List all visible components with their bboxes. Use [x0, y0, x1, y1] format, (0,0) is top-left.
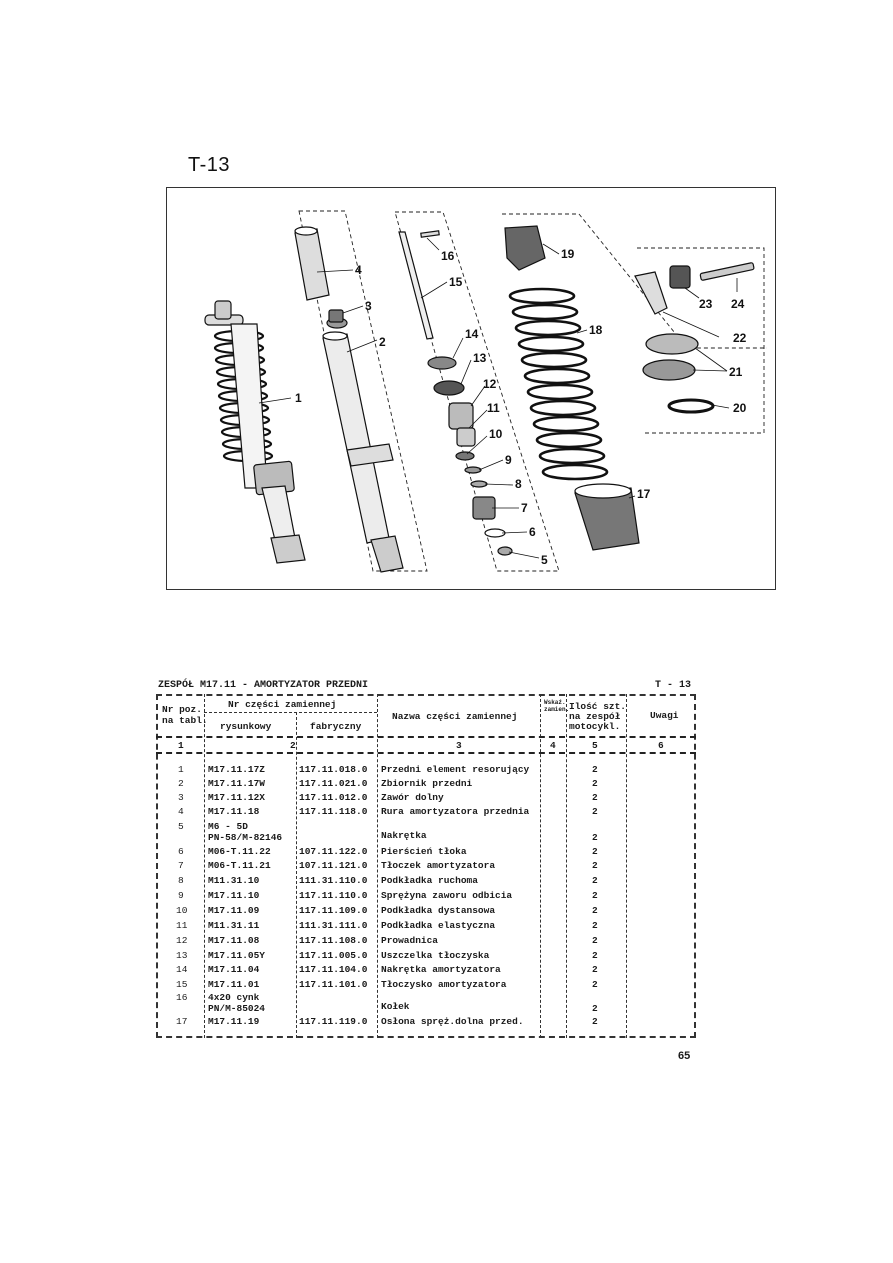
- row-ilosc: 2: [592, 964, 598, 975]
- col-number: 2: [290, 740, 296, 751]
- row-poz: 16: [176, 992, 188, 1003]
- col-number: 5: [592, 740, 598, 751]
- row-rys: M17.11.19: [208, 1016, 260, 1027]
- callout-18: 18: [589, 323, 603, 337]
- col-line: [377, 694, 378, 1038]
- row-nazwa: Prowadnica: [381, 935, 439, 946]
- row-ilosc: 2: [592, 935, 598, 946]
- callout-1: 1: [295, 391, 302, 405]
- col-line: [626, 694, 627, 1038]
- row-rys: M6 - 5D PN-58/M-82146: [208, 821, 283, 843]
- row-fab: 117.11.021.0: [299, 778, 368, 789]
- row-poz: 11: [176, 920, 188, 931]
- row-poz: 1: [178, 764, 184, 775]
- reservoir-tube: [323, 332, 403, 572]
- col-number: 1: [178, 740, 184, 751]
- callout-23: 23: [699, 297, 713, 311]
- callout-13: 13: [473, 351, 487, 365]
- row-nazwa: Podkładka ruchoma: [381, 875, 478, 886]
- callout-5: 5: [541, 553, 548, 567]
- header-nr-czesci: Nr części zamiennej: [228, 699, 337, 710]
- row-poz: 12: [176, 935, 188, 946]
- table-code: T - 13: [655, 680, 692, 691]
- row-ilosc: 2: [592, 890, 598, 901]
- callout-2: 2: [379, 335, 386, 349]
- header-nazwa: Nazwa części zamiennej: [392, 711, 518, 722]
- header-nr-poz: Nr poz. na tabl.: [162, 704, 208, 726]
- row-ilosc: 2: [592, 979, 598, 990]
- callout-12: 12: [483, 377, 497, 391]
- lower-shroud: [575, 484, 639, 550]
- main-spring: [510, 289, 607, 479]
- row-nazwa: Przedni element resorujący: [381, 764, 530, 775]
- table-title: ZESPÓŁ M17.11 - AMORTYZATOR PRZEDNI: [158, 680, 369, 691]
- callout-10: 10: [489, 427, 503, 441]
- row-fab: 117.11.012.0: [299, 792, 368, 803]
- row-ilosc: 2: [592, 806, 598, 817]
- row-poz: 7: [178, 860, 184, 871]
- row-line: [204, 712, 377, 713]
- row-ilosc: 2: [592, 846, 598, 857]
- row-nazwa: Zawór dolny: [381, 792, 444, 803]
- row-nazwa: Pierścień tłoka: [381, 846, 467, 857]
- row-ilosc: 2: [592, 920, 598, 931]
- row-fab: 117.11.109.0: [299, 905, 368, 916]
- row-line: [156, 752, 696, 754]
- header-ilosc: Ilość szt. na zespół motocykl.: [569, 701, 627, 732]
- row-fab: 117.11.018.0: [299, 764, 368, 775]
- row-fab: 111.31.111.0: [299, 920, 368, 931]
- piston-rod-parts: [399, 231, 439, 339]
- col-line: [204, 694, 205, 1038]
- col-number: 3: [456, 740, 462, 751]
- col-line: [540, 694, 541, 1038]
- row-rys: M11.31.11: [208, 920, 260, 931]
- row-line: [156, 736, 696, 738]
- row-nazwa: Nakrętka amortyzatora: [381, 964, 501, 975]
- row-poz: 4: [178, 806, 184, 817]
- plate-label: T-13: [188, 154, 231, 176]
- row-nazwa: Uszczelka tłoczyska: [381, 950, 490, 961]
- row-rys: M17.11.10: [208, 890, 260, 901]
- row-rys: M17.11.09: [208, 905, 260, 916]
- callout-14: 14: [465, 327, 479, 341]
- row-poz: 3: [178, 792, 184, 803]
- row-nazwa: Kołek: [381, 1001, 410, 1012]
- row-rys: M11.31.10: [208, 875, 260, 886]
- upper-sleeve: [295, 227, 329, 300]
- header-rysunkowy: rysunkowy: [220, 721, 272, 732]
- row-poz: 9: [178, 890, 184, 901]
- header-wskaznik: Wskaź. zamien.: [544, 699, 570, 713]
- row-ilosc: 2: [592, 1003, 598, 1014]
- callout-21: 21: [729, 365, 743, 379]
- row-rys: M06-T.11.22: [208, 846, 271, 857]
- callout-8: 8: [515, 477, 522, 491]
- callout-16: 16: [441, 249, 455, 263]
- row-poz: 14: [176, 964, 188, 975]
- row-poz: 15: [176, 979, 188, 990]
- row-ilosc: 2: [592, 905, 598, 916]
- row-nazwa: Rura amortyzatora przednia: [381, 806, 530, 817]
- row-poz: 6: [178, 846, 184, 857]
- callout-4: 4: [355, 263, 362, 277]
- row-fab: 117.11.005.0: [299, 950, 368, 961]
- parts-table: [156, 694, 696, 1038]
- row-rys: M17.11.01: [208, 979, 260, 990]
- row-fab: 117.11.104.0: [299, 964, 368, 975]
- row-fab: 117.11.118.0: [299, 806, 368, 817]
- row-poz: 5: [178, 821, 184, 832]
- row-poz: 2: [178, 778, 184, 789]
- callout-9: 9: [505, 453, 512, 467]
- row-nazwa: Podkładka elastyczna: [381, 920, 496, 931]
- row-rys: M17.11.08: [208, 935, 260, 946]
- row-rys: M17.11.04: [208, 964, 260, 975]
- row-nazwa: Sprężyna zaworu odbicia: [381, 890, 513, 901]
- row-nazwa: Podkładka dystansowa: [381, 905, 496, 916]
- header-uwagi: Uwagi: [650, 710, 679, 721]
- callout-22: 22: [733, 331, 747, 345]
- row-fab: 107.11.122.0: [299, 846, 368, 857]
- row-poz: 10: [176, 905, 188, 916]
- callout-7: 7: [521, 501, 528, 515]
- row-ilosc: 2: [592, 792, 598, 803]
- row-nazwa: Tłoczek amortyzatora: [381, 860, 496, 871]
- col-line: [296, 712, 297, 1038]
- col-number: 4: [550, 740, 556, 751]
- row-ilosc: 2: [592, 860, 598, 871]
- callout-15: 15: [449, 275, 463, 289]
- row-ilosc: 2: [592, 764, 598, 775]
- exploded-view-figure: [166, 187, 776, 590]
- row-rys: M17.11.17W: [208, 778, 266, 789]
- callout-6: 6: [529, 525, 536, 539]
- top-cap: [505, 226, 545, 270]
- row-fab: 117.11.101.0: [299, 979, 368, 990]
- callout-20: 20: [733, 401, 747, 415]
- callout-11: 11: [487, 401, 500, 415]
- row-ilosc: 2: [592, 832, 598, 843]
- callout-24: 24: [731, 297, 745, 311]
- page-number: 65: [678, 1050, 691, 1062]
- row-poz: 17: [176, 1016, 188, 1027]
- row-ilosc: 2: [592, 950, 598, 961]
- row-nazwa: Osłona spręż.dolna przed.: [381, 1016, 524, 1027]
- col-number: 6: [658, 740, 664, 751]
- row-rys: M17.11.12X: [208, 792, 266, 803]
- row-ilosc: 2: [592, 875, 598, 886]
- row-nazwa: Zbiornik przedni: [381, 778, 473, 789]
- row-poz: 13: [176, 950, 188, 961]
- row-fab: 107.11.121.0: [299, 860, 368, 871]
- header-fabryczny: fabryczny: [310, 721, 362, 732]
- shock-absorber-assembly: [205, 301, 305, 563]
- group-outline-spring: [502, 214, 767, 348]
- row-fab: 117.11.108.0: [299, 935, 368, 946]
- row-ilosc: 2: [592, 1016, 598, 1027]
- row-rys: M17.11.05Y: [208, 950, 266, 961]
- row-fab: 117.11.110.0: [299, 890, 368, 901]
- col-line: [566, 694, 567, 1038]
- row-nazwa: Nakrętka: [381, 830, 427, 841]
- row-rys: M06-T.11.21: [208, 860, 271, 871]
- row-poz: 8: [178, 875, 184, 886]
- row-nazwa: Tłoczysko amortyzatora: [381, 979, 507, 990]
- row-fab: 117.11.119.0: [299, 1016, 368, 1027]
- row-rys: 4x20 cynk PN/M-85024: [208, 992, 266, 1014]
- callout-17: 17: [637, 487, 651, 501]
- row-fab: 111.31.110.0: [299, 875, 368, 886]
- row-rys: M17.11.18: [208, 806, 260, 817]
- row-rys: M17.11.17Z: [208, 764, 266, 775]
- callout-3: 3: [365, 299, 372, 313]
- row-ilosc: 2: [592, 778, 598, 789]
- callout-19: 19: [561, 247, 575, 261]
